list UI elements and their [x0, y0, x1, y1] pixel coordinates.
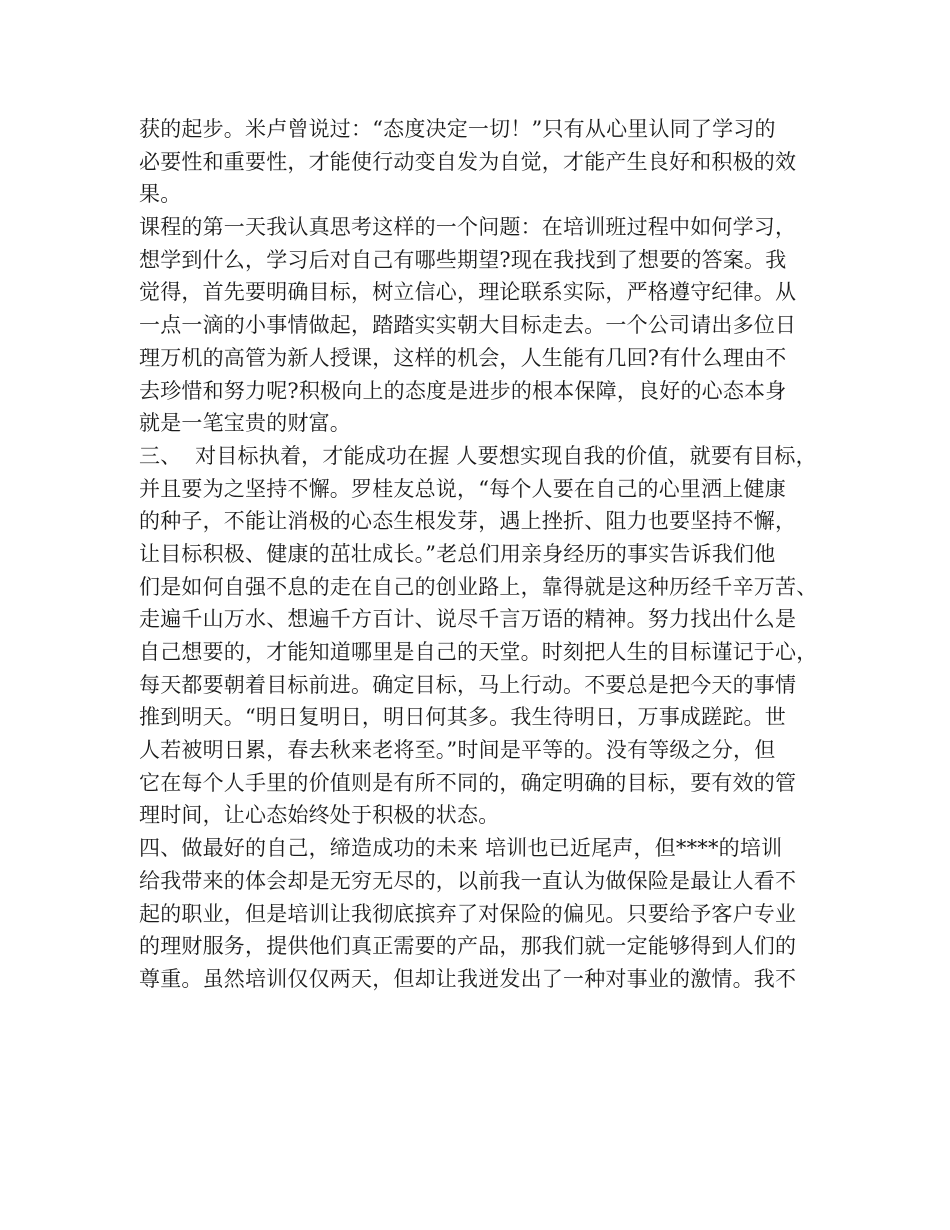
text-line-20: 人若被明日累，春去秋来老将至。”时间是平等的。没有等级之分，但 — [139, 738, 776, 763]
text-line-9: 去珍惜和努力呢?积极向上的态度是进步的根本保障，良好的心态本身 — [139, 378, 787, 403]
text-line-15: 们是如何自强不息的走在自己的创业路上，靠得就是这种历经千辛万苦、 — [139, 574, 818, 599]
text-line-3: 果。 — [139, 182, 182, 207]
text-line-4: 课程的第一天我认真思考这样的一个问题：在培训班过程中如何学习， — [139, 215, 797, 240]
text-line-8: 理万机的高管为新人授课，这样的机会，人生能有几回?有什么理由不 — [139, 345, 787, 370]
document-body — [139, 113, 839, 996]
text-line-11: 三、 对目标执着，才能成功在握 人要想实现自我的价值，就要有目标， — [139, 443, 817, 468]
text-line-2: 必要性和重要性，才能使行动变自发为自觉，才能产生良好和积极的效 — [139, 149, 797, 174]
text-line-19: 推到明天。“明日复明日，明日何其多。我生待明日，万事成蹉跎。世 — [139, 705, 786, 730]
text-line-25: 起的职业，但是培训让我彻底摈弃了对保险的偏见。只要给予客户专业 — [139, 901, 797, 926]
text-line-17: 自己想要的，才能知道哪里是自己的天堂。时刻把人生的目标谨记于心， — [139, 640, 818, 664]
text-line-10: 就是一笔宝贵的财富。 — [139, 411, 351, 436]
text-line-6: 觉得，首先要明确目标，树立信心，理论联系实际，严格遵守纪律。从 — [139, 280, 797, 305]
text-line-16: 走遍千山万水、想遍千方百计、说尽千言万语的精神。努力找出什么是 — [139, 607, 797, 632]
text-line-22: 理时间，让心态始终处于积极的状态。 — [139, 803, 500, 828]
text-line-7: 一点一滴的小事情做起，踏踏实实朝大目标走去。一个公司请出多位日 — [139, 313, 797, 338]
text-line-18: 每天都要朝着目标前进。确定目标，马上行动。不要总是把今天的事情 — [139, 672, 797, 697]
text-line-24: 给我带来的体会却是无穷无尽的，以前我一直认为做保险是最让人看不 — [139, 868, 797, 893]
text-line-5: 想学到什么，学习后对自己有哪些期望?现在我找到了想要的答案。我 — [139, 247, 787, 272]
text-line-14: 让目标积极、健康的茁壮成长。”老总们用亲身经历的事实告诉我们他 — [139, 541, 776, 566]
text-line-13: 的种子，不能让消极的心态生根发芽，遇上挫折、阻力也要坚持不懈， — [139, 509, 797, 534]
text-line-27: 尊重。虽然培训仅仅两天，但却让我迸发出了一种对事业的激情。我不 — [139, 966, 797, 991]
text-line-23: 四、做最好的自己，缔造成功的未来 培训也已近尾声，但****的培训 — [139, 836, 783, 861]
text-line-26: 的理财服务，提供他们真正需要的产品，那我们就一定能够得到人们的 — [139, 934, 797, 959]
text-line-12: 并且要为之坚持不懈。罗桂友总说，“每个人要在自己的心里洒上健康 — [139, 476, 786, 501]
text-line-1: 获的起步。米卢曾说过：“态度决定一切！”只有从心里认同了学习的 — [139, 117, 776, 141]
text-line-21: 它在每个人手里的价值则是有所不同的，确定明确的目标，要有效的管 — [139, 770, 797, 795]
